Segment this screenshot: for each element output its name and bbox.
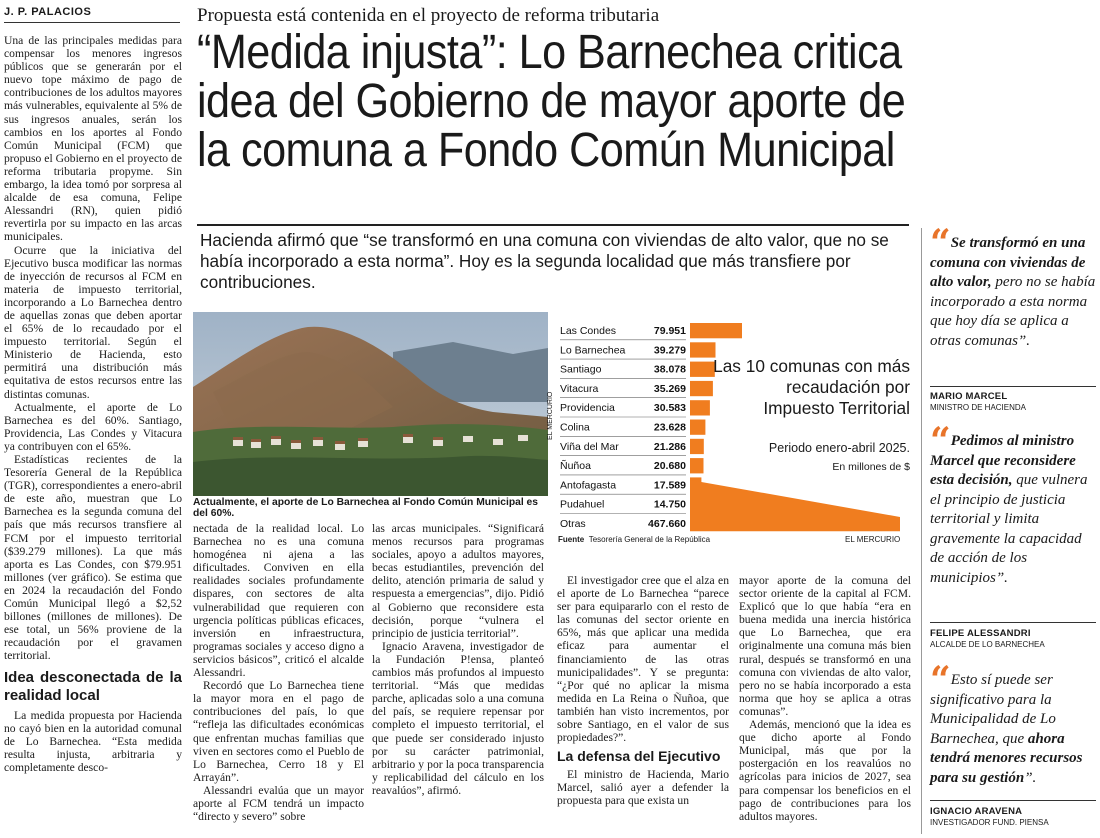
chart-category-label: Otras bbox=[560, 518, 586, 530]
chart-source bbox=[558, 535, 710, 544]
chart-value-label: 14.750 bbox=[653, 498, 686, 511]
quote-author: MARIO MARCEL bbox=[930, 391, 1008, 402]
quote-rest: pero no se había incorporado a esta norma que hoy día se aplica a otras comunas”. bbox=[930, 274, 1096, 349]
col2-paragraph: Recordó que Lo Barnechea tiene la mayor mora en el pago de contribuciones del país, lo que “refleja las dificultades económicas que enfrentan muchas familias que viven en sectores como el Pueblo de Lo Barnechea, Cerro 18 y El Arrayán”. bbox=[193, 679, 364, 784]
headline-line: “Medida injusta”: Lo Barnechea critica bbox=[197, 26, 902, 79]
col3-paragraph: Ignacio Aravena, investigador de la Fundación P!ensa, planteó cambios más profundos al impuesto territorial. “Más que medidas parche, aplicadas solo a una comuna del país, se requiere repensar por completo el impuesto territorial, el que puede ser considerado injusto por su carácter patrimonial, arbitrario y por la poca transparencia y replicabilidad del cálculo en los reavalúos”, afirmó. bbox=[372, 639, 544, 797]
chart-value-label: 35.269 bbox=[653, 382, 686, 395]
chart-bar bbox=[690, 420, 705, 435]
chart-value-label: 21.286 bbox=[653, 440, 686, 453]
col4-subhead: La defensa del Ejecutivo bbox=[557, 748, 721, 765]
chart-bar bbox=[690, 381, 713, 396]
dek: Hacienda afirmó que “se transformó en una comuna con viviendas de alto valor, que no se había incorporado a esta norma”. Hoy es la segunda localidad que más transfiere por contribuciones. bbox=[200, 230, 889, 292]
col4-paragraph: El investigador cree que el alza en el aporte de Lo Barnechea “parece ser para equipararlo con el resto de las comunas del sector oriente en 65%, más que aplicar una medida eficaz para aumentar el financiamiento de las otras municipalidades”. Y se pregunta: “¿Por qué no aplicar la misma medida en La Reina o Ñuñoa, que también han visto incrementos, por sobre Santiago, en el valor de sus propiedades?”. bbox=[557, 574, 729, 745]
col1-paragraph: Estadísticas recientes de la Tesorería General de la República (TGR), correspondientes a enero-abril de este año, muestran que Lo Barnechea es la segunda comuna del país que más recursos transfiere al FCM por el impuesto territorial ($39.279 millones). La que más aporta es Las Condes, con $79.951 millones (ver gráfico). Se estima que en 2024 la recaudación del Fondo Común Municipal llegó a $2,52 billones (millones de millones). De ese total, un 56% proviene de la recaudación por el gravamen territorial. bbox=[4, 453, 182, 663]
column-4 bbox=[557, 574, 729, 834]
quote-author: IGNACIO ARAVENA bbox=[930, 806, 1023, 817]
chart-period: Periodo enero-abril 2025. bbox=[768, 441, 910, 455]
chart-category-label: Antofagasta bbox=[560, 479, 617, 492]
chart-bar-otras bbox=[690, 480, 900, 531]
col1-paragraph: Actualmente, el aporte de Lo Barnechea es del 60%. Santiago, Providencia, Las Condes y Vitacura ya contribuyen con el 65%. bbox=[4, 400, 182, 453]
quote-rule bbox=[930, 622, 1096, 623]
chart-category-label: Pudahuel bbox=[560, 498, 605, 511]
quote-role: MINISTRO DE HACIENDA bbox=[930, 403, 1027, 412]
chart-bar bbox=[690, 400, 710, 415]
headline-rule bbox=[197, 224, 909, 226]
kicker: Propuesta está contenida en el proyecto de reforma tributaria bbox=[197, 5, 660, 26]
chart-value-label: 79.951 bbox=[653, 325, 686, 337]
col1-paragraph: La medida propuesta por Hacienda no cayó bien en la autoridad comunal de Lo Barnechea. “Esta medida resulta injusta, arbitraria y completamente desco- bbox=[4, 708, 182, 774]
quote-lead: Esto sí puede ser significativo para la Municipalidad de Lo Barnechea, que bbox=[930, 672, 1056, 747]
chart-title: Las 10 comunas con más recaudación por Impuesto Territorial bbox=[713, 356, 910, 418]
chart-category-label: Las Condes bbox=[560, 325, 617, 337]
chart-bar bbox=[690, 439, 704, 454]
column-5 bbox=[739, 574, 911, 834]
chart-vertical-brand: EL MERCURIO bbox=[547, 391, 554, 440]
col3-paragraph: las arcas municipales. “Significará menos recursos para programas sociales, apoyo a adultos mayores, becas estudiantiles, prevención del delito, atención primaria de salud y respuesta a emergencias”, dijo. Pidió al Gobierno que reconsidere esta decisión, porque “vulnera el principio de justicia territorial”. bbox=[372, 522, 544, 640]
quote-2 bbox=[930, 420, 1096, 588]
quote-mark-icon: “ bbox=[930, 659, 947, 701]
hill-photo bbox=[193, 312, 548, 496]
col1-subhead: Idea desconectada de la realidad local bbox=[4, 668, 182, 704]
chart-category-label: Santiago bbox=[560, 363, 602, 376]
column-2 bbox=[193, 522, 364, 834]
chart-value-label: 38.078 bbox=[653, 363, 686, 376]
hill-illustration bbox=[193, 312, 548, 496]
chart-category-label: Vitacura bbox=[560, 382, 599, 395]
chart bbox=[556, 312, 912, 542]
headline-line: idea del Gobierno de mayor aporte de bbox=[197, 75, 906, 128]
col2-paragraph: nectada de la realidad local. Lo Barnechea no es una comuna homogénea ni ajena a las dificultades. Conviven en ella realidades sociales profundamente dispares, con sectores de alta vulnerabilidad que requieren con urgencia políticas públicas eficaces, inversión en infraestructura, programas sociales y acceso digno a servicios básicos”, criticó el alcalde Alessandri. bbox=[193, 522, 364, 680]
col1-paragraph: Una de las principales medidas para compensar los menores ingresos públicos que se generarán por el nuevo tope máximo de pago de contribuciones de los adultos mayores más vulnerables, equivalente al 5% de sus ingresos anuales, serán los cambios en los aportes al Fondo Común Municipal (FCM) que propuso el Gobierno en el proyecto de reforma tributaria propyme. Sin embargo, la idea tomó por sorpresa al alcalde de esa comuna, Felipe Alessandri (RN), quien pidió revertirla por su impacto en las arcas municipales. bbox=[4, 34, 182, 244]
chart-source-label: Fuente bbox=[558, 535, 585, 544]
quote-lead: Se transformó en una comuna con viviendas de alto valor, bbox=[930, 235, 1086, 290]
column-3 bbox=[372, 522, 544, 834]
chart-category-label: Ñuñoa bbox=[560, 460, 591, 473]
chart-value-label: 23.628 bbox=[653, 421, 686, 434]
chart-unit: En millones de $ bbox=[832, 461, 910, 473]
chart-category-label: Colina bbox=[560, 421, 590, 434]
quote-rule bbox=[930, 386, 1096, 387]
col4-paragraph: El ministro de Hacienda, Mario Marcel, salió ayer a defender la propuesta para que exista un bbox=[557, 768, 729, 808]
quote-role: ALCALDE DE LO BARNECHEA bbox=[930, 640, 1045, 649]
chart-value-label: 39.279 bbox=[653, 344, 686, 357]
chart-bar bbox=[690, 323, 742, 338]
chart-value-label: 20.680 bbox=[653, 460, 686, 473]
chart-brand: EL MERCURIO bbox=[845, 535, 901, 544]
chart-source-text: Tesorería General de la República bbox=[588, 535, 711, 544]
chart-svg bbox=[556, 312, 912, 542]
quote-rest: ”. bbox=[1024, 769, 1037, 786]
quote-1 bbox=[930, 222, 1096, 351]
headline bbox=[197, 28, 1007, 175]
photo-caption: Actualmente, el aporte de Lo Barnechea al Fondo Común Municipal es del 60%. bbox=[193, 497, 539, 519]
quote-3 bbox=[930, 659, 1096, 788]
chart-bar bbox=[690, 458, 704, 473]
col1-paragraph: Ocurre que la iniciativa del Ejecutivo busca modificar las normas de inyección de recursos al FCM en materia de impuesto territorial, incorporando a Lo Barnechea dentro de aquellas zonas que deben aportar el 65% de lo recaudado por el impuesto territorial. Según el Ministerio de Hacienda, esto permitirá una distribución más equitativa de estos recursos entre las distintas comunas. bbox=[4, 243, 182, 401]
headline-line: la comuna a Fondo Común Municipal bbox=[197, 124, 895, 177]
quote-mark-icon: “ bbox=[930, 420, 947, 462]
chart-value-label: 17.589 bbox=[653, 479, 686, 492]
quote-rule bbox=[930, 800, 1096, 801]
quote-author: FELIPE ALESSANDRI bbox=[930, 628, 1031, 639]
chart-category-label: Providencia bbox=[560, 402, 615, 415]
byline: J. P. PALACIOS bbox=[4, 6, 92, 18]
quote-lead: Pedimos al ministro Marcel que reconsidere esta decisión, bbox=[930, 433, 1076, 488]
col5-paragraph: Además, mencionó que la idea es que dicho aporte al Fondo Municipal, más que por la postergación en los reavalúos no agrícolas para inicios de 2027, sea para compensar los beneficios en el pago de contribuciones para los adultos mayores. bbox=[739, 718, 911, 823]
quote-mark-icon: “ bbox=[930, 222, 947, 264]
chart-category-label: Lo Barnechea bbox=[560, 344, 626, 357]
sidebar-rule bbox=[921, 228, 922, 834]
quote-bold: ahora tendrá menores recursos para su gestión bbox=[930, 730, 1083, 786]
quote-rest: que vulnera el principio de justicia territorial y limita gravemente la capacidad de acción de los municipios”. bbox=[930, 472, 1088, 586]
quote-role: INVESTIGADOR FUND. PIENSA bbox=[930, 818, 1049, 827]
chart-value-label: 467.660 bbox=[648, 518, 686, 530]
column-1 bbox=[4, 34, 182, 834]
col5-paragraph: mayor aporte de la comuna del sector oriente de la capital al FCM. Explicó que lo que había “era en buena medida una inercia histórica que Lo Barnechea, que era originalmente una comuna más bien rural, después se transformó en una comuna con viviendas de alto valor, pero no se había incorporado a esta norma que hoy se aplica a otras comunas”. bbox=[739, 574, 911, 718]
byline-rule bbox=[4, 22, 180, 23]
chart-category-label: Viña del Mar bbox=[560, 440, 619, 453]
col2-paragraph: Alessandri evalúa que un mayor aporte al FCM tendrá un impacto “directo y severo” sobre bbox=[193, 783, 364, 824]
chart-value-label: 30.583 bbox=[653, 402, 686, 415]
